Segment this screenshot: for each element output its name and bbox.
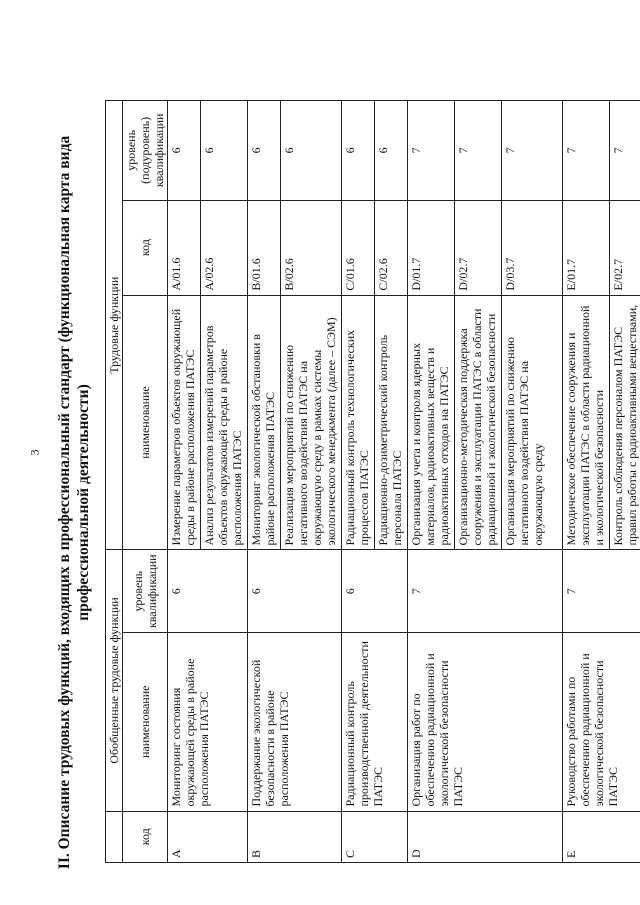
function-name: Методическое обеспечение сооружения и эксплуатации ПАТЭС в области радиационной и экологической безопасности (563, 295, 610, 550)
function-name: Контроль соблюдения персоналом ПАТЭС правил работы с радиоактивными веществами, (610, 295, 640, 550)
function-code: A/02.6 (201, 200, 248, 295)
function-name: Измерение параметров объектов окружающей среды в районе расположения ПАТЭС (168, 295, 201, 550)
function-name: Радиационно-дозиметрический контроль персонала ПАТЭС (375, 295, 408, 550)
function-level: 7 (610, 101, 640, 201)
generalized-code: E (563, 811, 640, 862)
function-level: 6 (281, 101, 342, 201)
header-code: код (123, 811, 168, 862)
generalized-level: 6 (168, 550, 248, 633)
generalized-level: 7 (563, 550, 640, 633)
function-level: 7 (502, 101, 563, 201)
header-generalized-functions: Обобщенные трудовые функции (106, 550, 123, 811)
function-level: 7 (408, 101, 455, 201)
generalized-name: Поддержание экологической безопасности в районе расположения ПАТЭС (248, 633, 342, 811)
generalized-level: 6 (248, 550, 342, 633)
function-code: D/02.7 (455, 200, 502, 295)
generalized-name: Мониторинг состояния окружающей среды в районе расположения ПАТЭС (168, 633, 248, 811)
generalized-name: Организация работ по обеспечению радиационной и экологической безопасности ПАТЭС (408, 633, 563, 811)
function-name: Реализация мероприятий по снижению негативного воздействия ПАТЭС на окружающую среду в рамках системы экологического менеджмента (далее – СЭМ) (281, 295, 342, 550)
header-sublevel: уровень (подуровень) квалификации (123, 101, 168, 201)
rotated-page-content (25, 100, 639, 905)
function-code: D/03.7 (502, 200, 563, 295)
function-level: 6 (168, 101, 201, 201)
functional-map-table (105, 100, 640, 863)
function-code: B/02.6 (281, 200, 342, 295)
function-name: Анализ результатов измерений параметров объектов окружающей среды в районе расположения ПАТЭС (201, 295, 248, 550)
function-level: 6 (375, 101, 408, 201)
page-number: 3 (27, 449, 42, 456)
generalized-name: Руководство работами по обеспечению радиационной и экологической безопасности ПАТЭС (563, 633, 640, 811)
function-name: Организация мероприятий по снижению негативного воздействия ПАТЭС на окружающую среду (502, 295, 563, 550)
function-code: E/01.7 (563, 200, 610, 295)
section-title (55, 100, 93, 905)
generalized-code: A (168, 811, 248, 862)
function-code: C/02.6 (375, 200, 408, 295)
function-name: Радиационный контроль технологических процессов ПАТЭС (342, 295, 375, 550)
generalized-code: B (248, 811, 342, 862)
header-function-code: код (123, 200, 168, 295)
function-code: C/01.6 (342, 200, 375, 295)
function-level: 6 (342, 101, 375, 201)
function-code: D/01.7 (408, 200, 455, 295)
header-function-name: наименование (123, 295, 168, 550)
table-row (168, 101, 201, 863)
function-code: E/02.7 (610, 200, 640, 295)
table-row (342, 101, 375, 863)
table-row (248, 101, 281, 863)
function-level: 7 (455, 101, 502, 201)
function-code: A/01.6 (168, 200, 201, 295)
generalized-level: 6 (342, 550, 408, 633)
function-level: 6 (201, 101, 248, 201)
header-name: наименование (123, 633, 168, 811)
generalized-level: 7 (408, 550, 563, 633)
function-level: 7 (563, 101, 610, 201)
header-empty-cell (106, 811, 123, 862)
function-name: Организация учета и контроля ядерных материалов, радиоактивных веществ и радиоактивных отходов на ПАТЭС (408, 295, 455, 550)
generalized-code: C (342, 811, 408, 862)
section-title-line-1: II. Описание трудовых функций, входящих в профессиональный стандарт (функциональная карта вида (56, 135, 73, 870)
header-labor-functions: Трудовые функции (106, 101, 123, 550)
section-title-line-2: профессиональной деятельности) (75, 384, 92, 621)
generalized-code: D (408, 811, 563, 862)
table-row (563, 101, 610, 863)
function-level: 6 (248, 101, 281, 201)
generalized-name: Радиационный контроль производственной деятельности ПАТЭС (342, 633, 408, 811)
table-row (408, 101, 455, 863)
function-name: Мониторинг экологической обстановки в районе расположения ПАТЭС (248, 295, 281, 550)
function-name: Организационно-методическая поддержка сооружения и эксплуатации ПАТЭС в области радиационной и экологической безопасности (455, 295, 502, 550)
function-code: B/01.6 (248, 200, 281, 295)
header-level: уровень квалификации (123, 550, 168, 633)
